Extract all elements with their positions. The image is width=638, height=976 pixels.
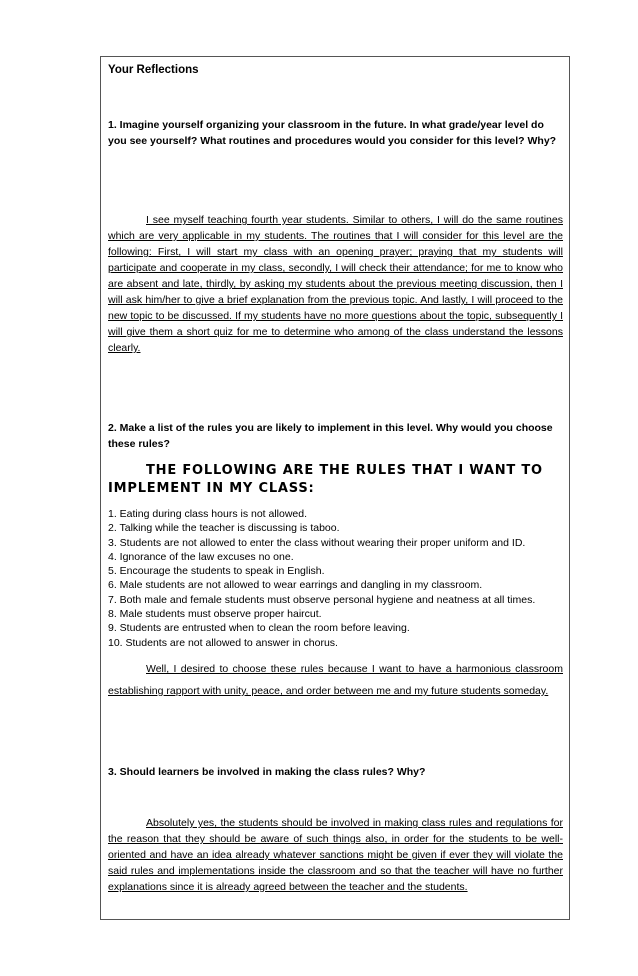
rule-item: 1. Eating during class hours is not allowed.: [108, 508, 308, 520]
rule-item: 10. Students are not allowed to answer in chorus.: [108, 636, 338, 649]
answer-2-line-2: establishing rapport with unity, peace, and order between me and my future students someday.: [108, 685, 549, 697]
rule-item: 3. Students are not allowed to enter the class without wearing their proper uniform and ID.: [108, 536, 526, 549]
rule-item: 4. Ignorance of the law excuses no one.: [108, 550, 294, 563]
question-3: 3. Should learners be involved in making the class rules? Why?: [108, 766, 426, 778]
question-1: 1. Imagine yourself organizing your classroom in the future. In what grade/year level do you see yourself? What routines and procedures would you consider for this level? Why?: [108, 119, 557, 147]
rule-item: 9. Students are entrusted when to clean the room before leaving.: [108, 622, 410, 635]
rule-item: 6. Male students are not allowed to wear earrings and dangling in my classroom.: [108, 579, 483, 592]
rule-item: 8. Male students must observe proper haircut.: [108, 608, 322, 621]
section-title: Your Reflections: [108, 64, 199, 76]
rules-heading: THE FOLLOWING ARE THE RULES THAT I WANT TO IMPLEMENT IN MY CLASS:: [108, 463, 543, 496]
rule-item: 2. Talking while the teacher is discussing is taboo.: [108, 522, 340, 535]
answer-2-line-1: Well, I desired to choose these rules because I want to have a harmonious classroom: [146, 663, 563, 675]
rule-item: 7. Both male and female students must observe personal hygiene and neatness at all times.: [108, 593, 536, 606]
rule-item: 5. Encourage the students to speak in English.: [108, 565, 325, 578]
answer-3: Absolutely yes, the students should be involved in making class rules and regulations for the reason that they should be aware of such things also, in order for the students to be well-oriented and have an idea already whatever sanctions might be given if ever they will violate the said rules and implementations inside the classroom and so that the teacher will have no further explanations since it is already agreed between the teacher and the students.: [108, 817, 563, 893]
question-2: 2. Make a list of the rules you are likely to implement in this level. Why would you choose these rules?: [108, 422, 553, 450]
answer-1: I see myself teaching fourth year students. Similar to others, I will do the same routines which are very applicable in my students. The routines that I will consider for this level are the following: First, I will start my class with an opening prayer; praying that my students will participate and cooperate in my class, secondly, I will check their attendance; for me to know who are absent and late, thirdly, by asking my students about the previous meeting discussion, then I will ask him/her to give a brief explanation from the previous topic. And lastly, I will proceed to the new topic to be discussed. If my students have no more questions about the topic, subsequently I will give them a short quiz for me to determine who among of the class understand the lessons clearly.: [108, 214, 563, 354]
rules-list: [108, 507, 563, 650]
